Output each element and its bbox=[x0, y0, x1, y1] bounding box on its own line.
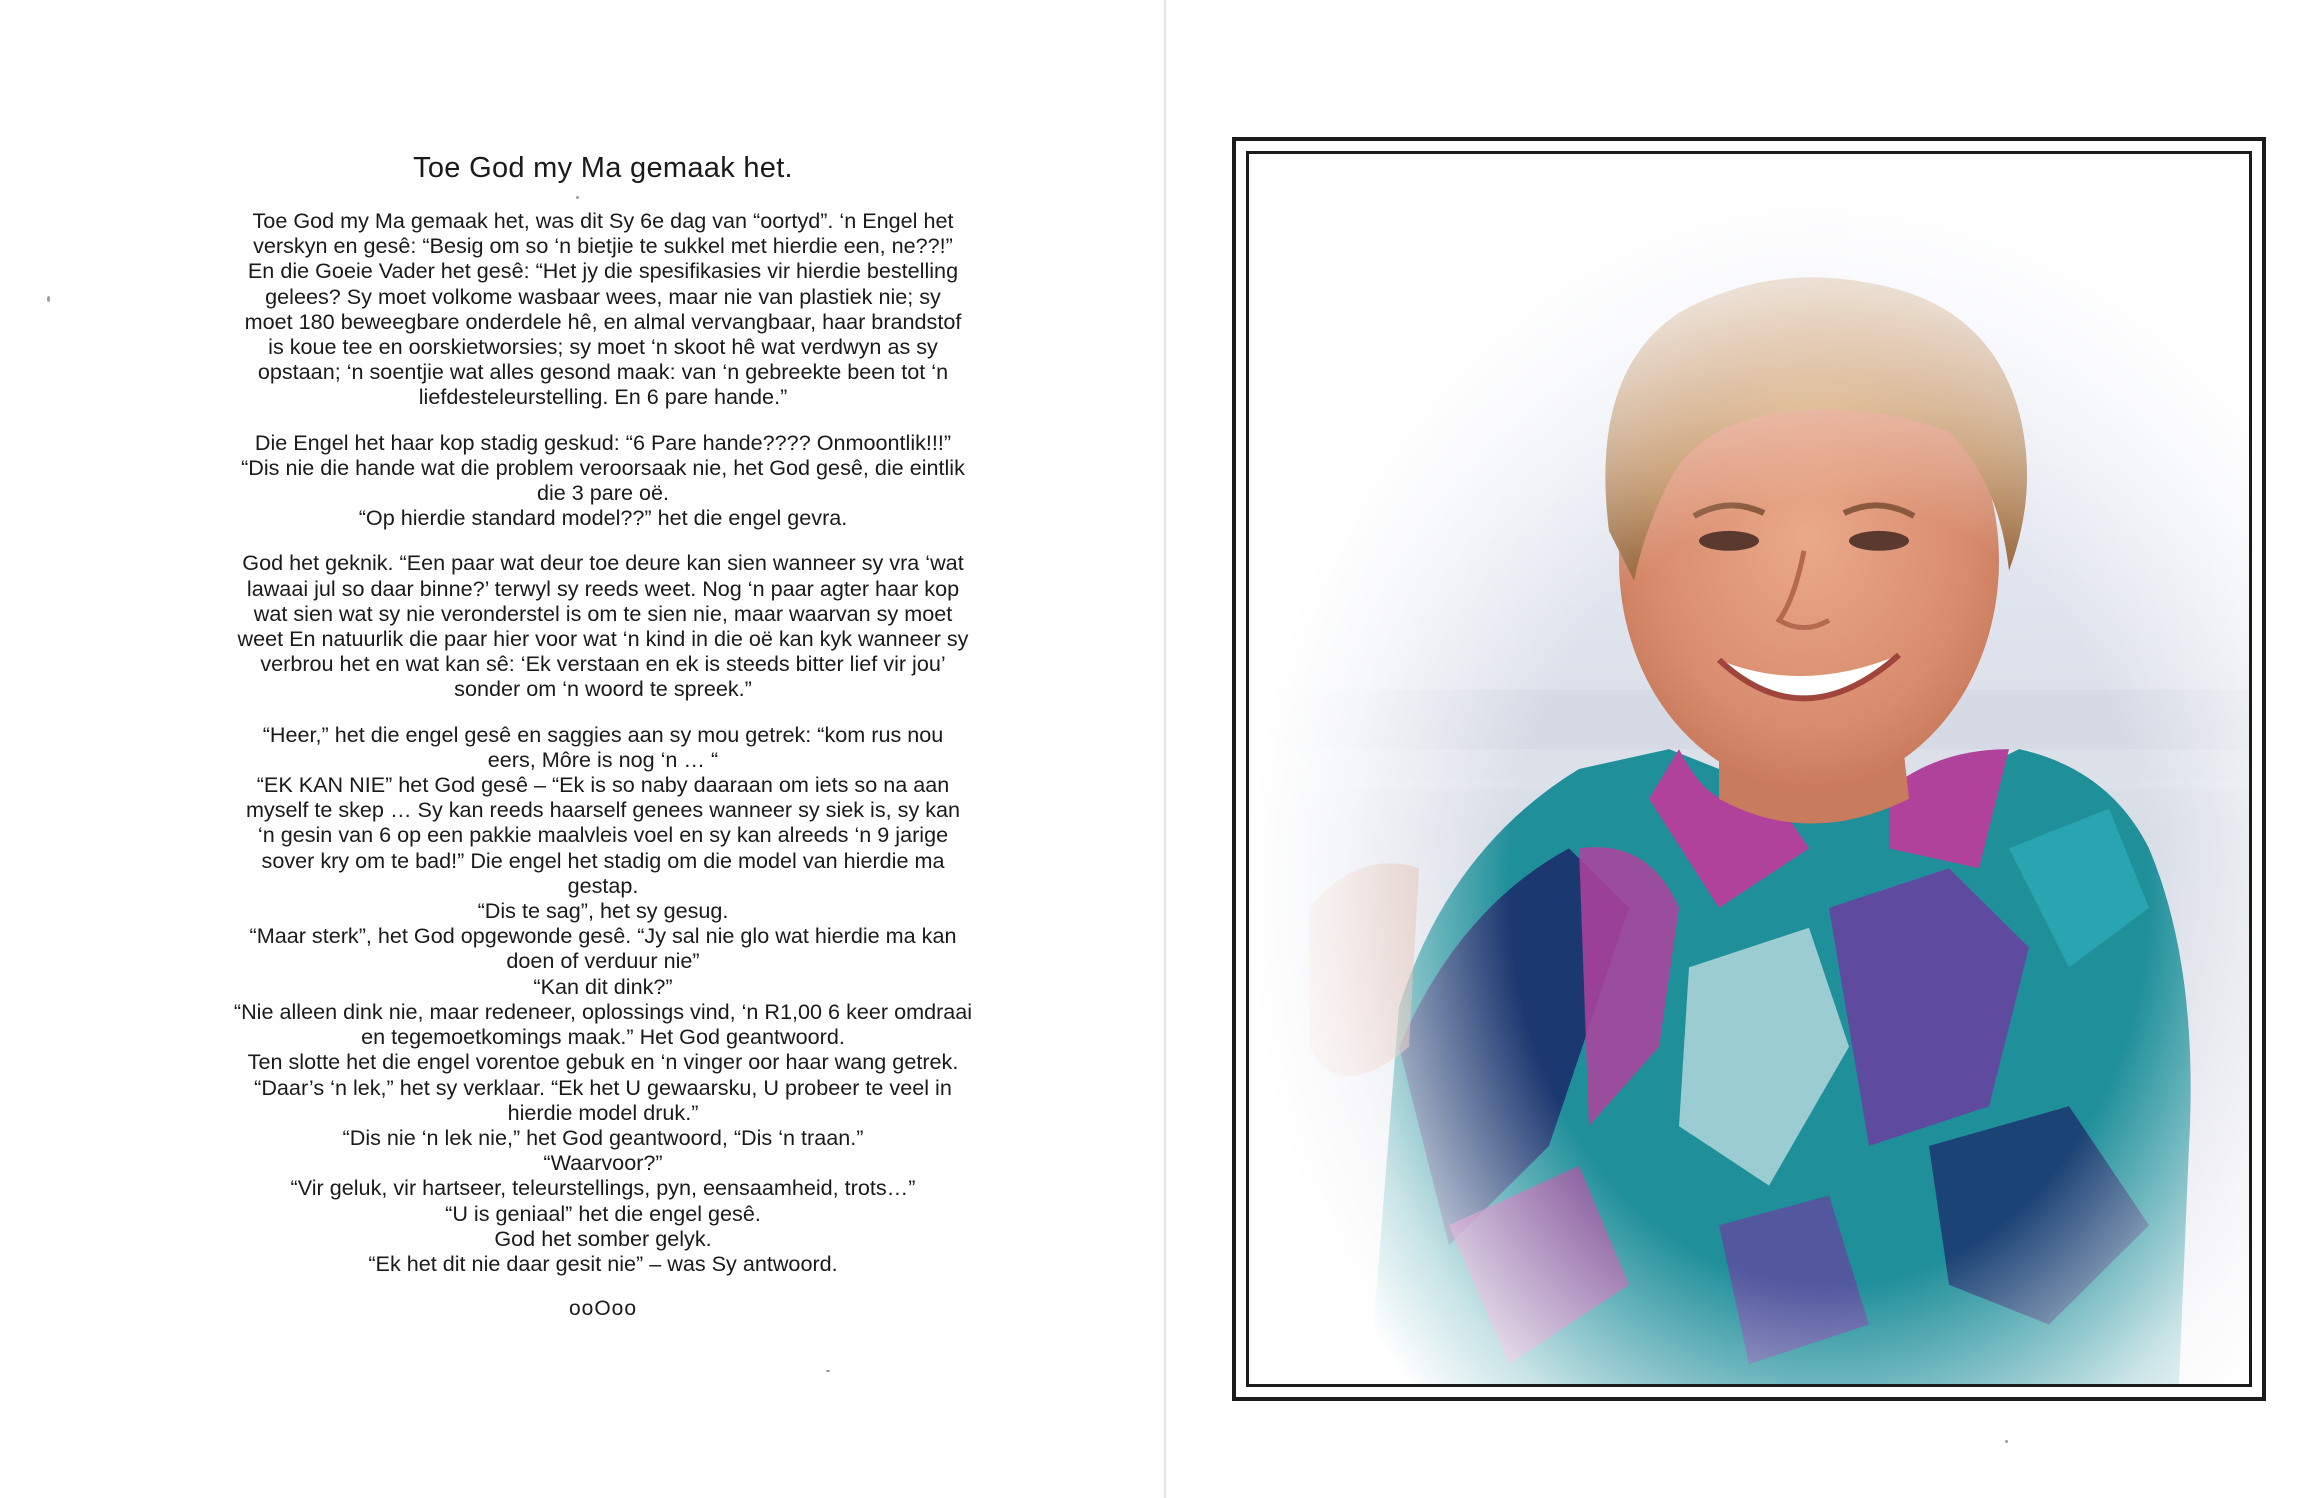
poem-stanza bbox=[108, 208, 1098, 410]
poem-line: “Dis nie ‘n lek nie,” het God geantwoord, “Dis ‘n traan.” bbox=[342, 1124, 864, 1150]
photo-frame bbox=[1232, 137, 2266, 1401]
poem-line: “Dis te sag”, het sy gesug. bbox=[477, 898, 729, 924]
poem-line: “Op hierdie standard model??” het die engel gevra. bbox=[358, 505, 848, 531]
poem-line: lawaai jul so daar binne?’ terwyl sy reeds weet. Nog ‘n paar agter haar kop bbox=[246, 575, 960, 601]
poem-line: wat sien wat sy nie veronderstel is om te sien nie, maar waarvan sy moet bbox=[253, 600, 953, 626]
poem-title: Toe God my Ma gemaak het. bbox=[413, 152, 793, 184]
poem-line: hierdie model druk.” bbox=[507, 1099, 699, 1125]
poem-line: gestap. bbox=[567, 872, 639, 898]
poem-stanza bbox=[108, 722, 1098, 1276]
poem-line: doen of verduur nie” bbox=[506, 948, 700, 974]
poem-line: verbrou het en wat kan sê: ‘Ek verstaan en ek is steeds bitter lief vir jou’ bbox=[260, 651, 946, 677]
poem-line: ‘n gesin van 6 op een pakkie maalvleis voel en sy kan alreeds ‘n 9 jarige bbox=[257, 822, 949, 848]
poem-line: “U is geniaal” het die engel gesê. bbox=[445, 1200, 761, 1226]
poem-body bbox=[108, 208, 1098, 1276]
scan-speck bbox=[826, 1370, 830, 1372]
poem-line: Toe God my Ma gemaak het, was dit Sy 6e dag van “oortyd”. ‘n Engel het bbox=[252, 208, 954, 233]
poem-stanza bbox=[108, 550, 1098, 701]
poem-line: “Vir geluk, vir hartseer, teleurstellings, pyn, eensaamheid, trots…” bbox=[290, 1175, 916, 1201]
scan-speck bbox=[47, 296, 50, 302]
poem-line: weet En natuurlik die paar hier voor wat ‘n kind in die oë kan kyk wanneer sy bbox=[237, 626, 969, 652]
poem-line: Die Engel het haar kop stadig geskud: “6 Pare hande???? Onmoontlik!!!” bbox=[254, 429, 952, 455]
poem-line: “Nie alleen dink nie, maar redeneer, oplossings vind, ‘n R1,00 6 keer omdraai bbox=[233, 998, 973, 1024]
end-mark: ooOoo bbox=[568, 1297, 638, 1321]
poem-line: “Ek het dit nie daar gesit nie” – was Sy antwoord. bbox=[368, 1250, 838, 1276]
poem-line: die 3 pare oë. bbox=[536, 480, 670, 506]
poem-line: “Maar sterk”, het God opgewonde gesê. “Jy sal nie glo wat hierdie ma kan bbox=[249, 923, 957, 949]
poem-line: “Heer,” het die engel gesê en saggies aan sy mou getrek: “kom rus nou bbox=[262, 721, 944, 747]
poem-line: eers, Môre is nog ‘n … “ bbox=[487, 746, 719, 772]
poem-line: gelees? Sy moet volkome wasbaar wees, maar nie van plastiek nie; sy bbox=[265, 283, 941, 309]
poem-line: “EK KAN NIE” het God gesê – “Ek is so naby daaraan om iets so na aan bbox=[256, 772, 950, 798]
poem-line: sover kry om te bad!” Die engel het stadig om die model van hierdie ma bbox=[261, 847, 945, 873]
poem-line: en tegemoetkomings maak.” Het God geantwoord. bbox=[361, 1024, 845, 1050]
scan-speck bbox=[2005, 1440, 2008, 1443]
poem-line: God het geknik. “Een paar wat deur toe deure kan sien wanneer sy vra ‘wat bbox=[242, 550, 964, 576]
poem bbox=[108, 150, 1098, 1321]
poem-line: “Waarvoor?” bbox=[543, 1150, 663, 1176]
poem-line: “Kan dit dink?” bbox=[533, 973, 673, 999]
portrait-photo bbox=[1249, 154, 2249, 1384]
poem-line: God het somber gelyk. bbox=[494, 1225, 712, 1251]
poem-line: sonder om ‘n woord te spreek.” bbox=[454, 676, 752, 702]
poem-line: “Daar’s ‘n lek,” het sy verklaar. “Ek het U gewaarsku, U probeer te veel in bbox=[254, 1074, 952, 1100]
poem-line: En die Goeie Vader het gesê: “Het jy die spesifikasies vir hierdie bestelling bbox=[247, 258, 959, 284]
poem-line: liefdesteleurstelling. En 6 pare hande.” bbox=[418, 384, 788, 410]
poem-line: moet 180 beweegbare onderdele hê, en almal vervangbaar, haar brandstof bbox=[244, 308, 962, 334]
poem-line: verskyn en gesê: “Besig om so ‘n bietjie te sukkel met hierdie een, ne??!” bbox=[253, 233, 953, 259]
photo-frame-inner bbox=[1246, 151, 2252, 1387]
poem-line: is koue tee en oorskietworsies; sy moet ‘n skoot hê wat verdwyn as sy bbox=[268, 334, 938, 360]
poem-line: myself te skep … Sy kan reeds haarself genees wanneer sy siek is, sy kan bbox=[245, 797, 961, 823]
poem-line: opstaan; ‘n soentjie wat alles gesond maak: van ‘n gebreekte been tot ‘n bbox=[257, 359, 949, 385]
poem-line: “Dis nie die hande wat die problem veroorsaak nie, het God gesê, die eintlik bbox=[241, 454, 965, 480]
poem-line: Ten slotte het die engel vorentoe gebuk en ‘n vinger oor haar wang getrek. bbox=[247, 1049, 959, 1075]
poem-stanza bbox=[108, 430, 1098, 531]
scan-speck bbox=[576, 196, 579, 199]
